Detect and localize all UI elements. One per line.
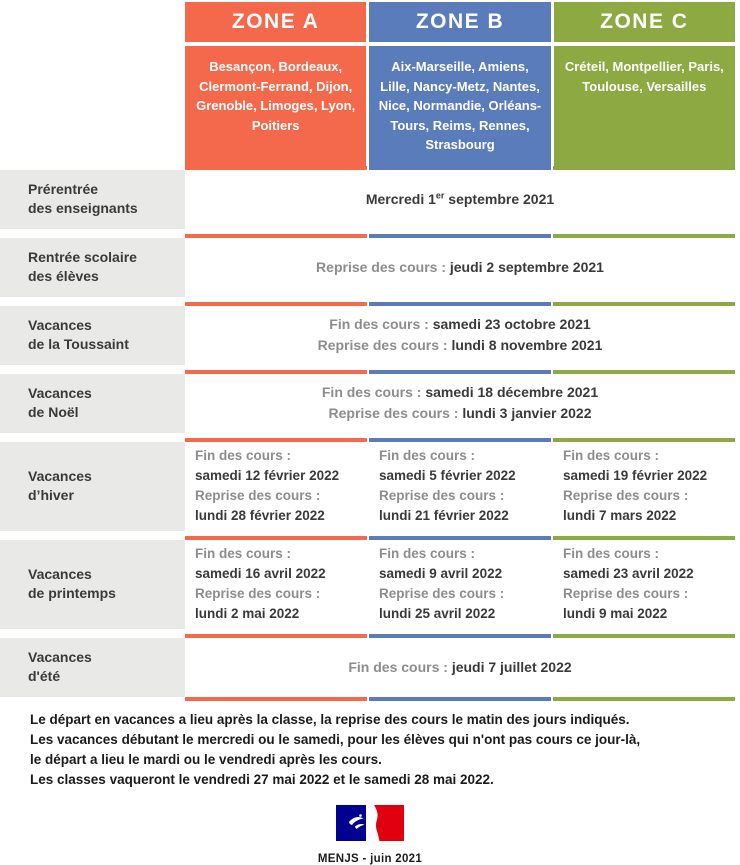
table-row-rentree [0, 234, 735, 297]
row-label-line: Vacances [28, 385, 92, 402]
row-label-line: Vacances [28, 317, 92, 334]
date-text: lundi 28 février 2022 [195, 508, 325, 524]
zone-a-border-segment [185, 697, 367, 701]
zone-a-dates-printemps [185, 544, 367, 625]
zone-c-cities: Créteil, Montpellier, Paris, Toulouse, Versailles [554, 46, 735, 166]
table-row-printemps [0, 536, 735, 629]
fin-label: Fin des cours : [379, 447, 476, 463]
table-row-hiver [0, 438, 735, 531]
reprise-label: Reprise des cours : [379, 586, 505, 601]
table-row-noel [0, 370, 735, 433]
date-text: samedi 5 février 2022 [379, 467, 516, 483]
reprise-label: Reprise des cours : [328, 405, 459, 421]
marianne-logo-icon [336, 805, 404, 846]
zone-c-header: ZONE C [554, 2, 735, 42]
table-row-toussaint [0, 302, 735, 365]
date-text: jeudi 7 juillet 2022 [451, 658, 572, 675]
row-label-prerentree [0, 170, 185, 229]
date-text: lundi 21 février 2022 [379, 508, 509, 524]
footer-caption: MENJS - juin 2021 [317, 852, 423, 865]
row-label-line: Vacances [28, 468, 92, 485]
footnote-line: Les classes vaqueront le vendredi 27 mai 2022 et le samedi 28 mai 2022. [30, 772, 494, 788]
row-content-rentree [185, 238, 735, 297]
footnotes [30, 710, 740, 791]
row-label-line: de Noël [28, 404, 79, 420]
date-text: samedi 9 avril 2022 [379, 565, 503, 581]
reprise-label: Reprise des cours : [195, 488, 321, 503]
row-label-rentree [0, 238, 185, 297]
fin-label: Fin des cours : [563, 545, 660, 561]
date-text: samedi 19 février 2022 [563, 467, 708, 483]
tricolor-border [185, 697, 735, 701]
zone-c-dates-printemps [553, 544, 735, 625]
table-row-prerentree [0, 166, 735, 229]
row-label-line: Prérentrée [28, 181, 99, 198]
date-text: lundi 25 avril 2022 [379, 606, 496, 622]
row-label-line: Vacances [28, 566, 92, 583]
zone-cities-row [185, 46, 735, 166]
zone-b-cities: Aix-Marseille, Amiens, Lille, Nancy-Metz, Nantes, Nice, Normandie, Orléans-Tours, Reims, Rennes, Strasbourg [369, 46, 550, 166]
row-label-line: des enseignants [28, 200, 138, 216]
date-text: lundi 2 mai 2022 [195, 606, 300, 622]
footnote-line: le départ a lieu le mardi ou le vendredi après les cours. [30, 752, 382, 767]
date-text: samedi 12 février 2022 [195, 467, 340, 483]
row-label-line: Vacances [28, 649, 92, 666]
reprise-label: Reprise des cours : [379, 488, 505, 503]
fin-label: Fin des cours : [321, 384, 422, 400]
reprise-label: Reprise des cours : [563, 586, 689, 601]
zone-a-cities: Besançon, Bordeaux, Clermont-Ferrand, Dijon, Grenoble, Limoges, Lyon, Poitiers [185, 46, 366, 166]
fin-label: Fin des cours : [348, 658, 448, 675]
row-label-noel [0, 374, 185, 433]
fin-label: Fin des cours : [329, 316, 429, 332]
row-content-printemps [185, 540, 735, 629]
zone-c-border-segment [553, 697, 735, 701]
zone-a-header: ZONE A [185, 2, 366, 42]
ordinal-superscript: er [435, 189, 445, 200]
zone-header-row [185, 2, 735, 42]
row-content-toussaint [185, 306, 735, 365]
row-label-toussaint [0, 306, 185, 365]
row-content-hiver [185, 442, 735, 531]
row-content-prerentree [185, 170, 735, 229]
row-content-noel [185, 374, 735, 433]
reprise-label: Reprise des cours : [563, 488, 689, 503]
row-label-line: d’hiver [28, 487, 74, 503]
date-text: lundi 7 mars 2022 [563, 508, 677, 524]
date-text: Mercredi 1 [365, 190, 436, 207]
zone-c-dates-hiver [553, 446, 735, 527]
row-content-ete [185, 638, 735, 697]
reprise-label: Reprise des cours : [316, 258, 446, 275]
date-text: lundi 9 mai 2022 [563, 606, 668, 622]
date-text: samedi 23 avril 2022 [563, 565, 694, 581]
row-label-ete [0, 638, 185, 697]
row-label-printemps [0, 540, 185, 629]
row-label-hiver [0, 442, 185, 531]
zone-b-header: ZONE B [369, 2, 550, 42]
reprise-label: Reprise des cours : [317, 337, 448, 353]
row-label-line: de printemps [28, 585, 116, 601]
row-label-line: d'été [28, 668, 61, 684]
zone-b-dates-printemps [369, 544, 551, 625]
table-row-ete [0, 634, 735, 697]
date-text: samedi 18 décembre 2021 [425, 384, 599, 400]
date-text: lundi 3 janvier 2022 [462, 405, 592, 421]
footnote-line: Les vacances débutant le mercredi ou le samedi, pour les élèves qui n'ont pas cours ce jour-là, [30, 731, 641, 747]
date-text: lundi 8 novembre 2021 [451, 337, 603, 353]
table-bottom-border [0, 697, 735, 701]
row-label-line: des élèves [28, 268, 99, 284]
footnote-line: Le départ en vacances a lieu après la classe, la reprise des cours le matin des jours indiqués. [30, 711, 630, 727]
reprise-label: Reprise des cours : [195, 586, 321, 601]
footer [0, 805, 740, 865]
row-label-line: de la Toussaint [28, 336, 129, 352]
fin-label: Fin des cours : [195, 545, 292, 561]
zone-a-dates-hiver [185, 446, 367, 527]
row-label-line: Rentrée scolaire [28, 249, 137, 266]
date-text: jeudi 2 septembre 2021 [449, 258, 604, 275]
bottom-border-spacer [0, 697, 185, 701]
zone-b-dates-hiver [369, 446, 551, 527]
fin-label: Fin des cours : [195, 447, 292, 463]
fin-label: Fin des cours : [563, 447, 660, 463]
date-text: samedi 23 octobre 2021 [432, 316, 591, 332]
date-text: samedi 16 avril 2022 [195, 565, 326, 581]
date-text: septembre 2021 [448, 190, 555, 207]
fin-label: Fin des cours : [379, 545, 476, 561]
zone-b-border-segment [369, 697, 551, 701]
